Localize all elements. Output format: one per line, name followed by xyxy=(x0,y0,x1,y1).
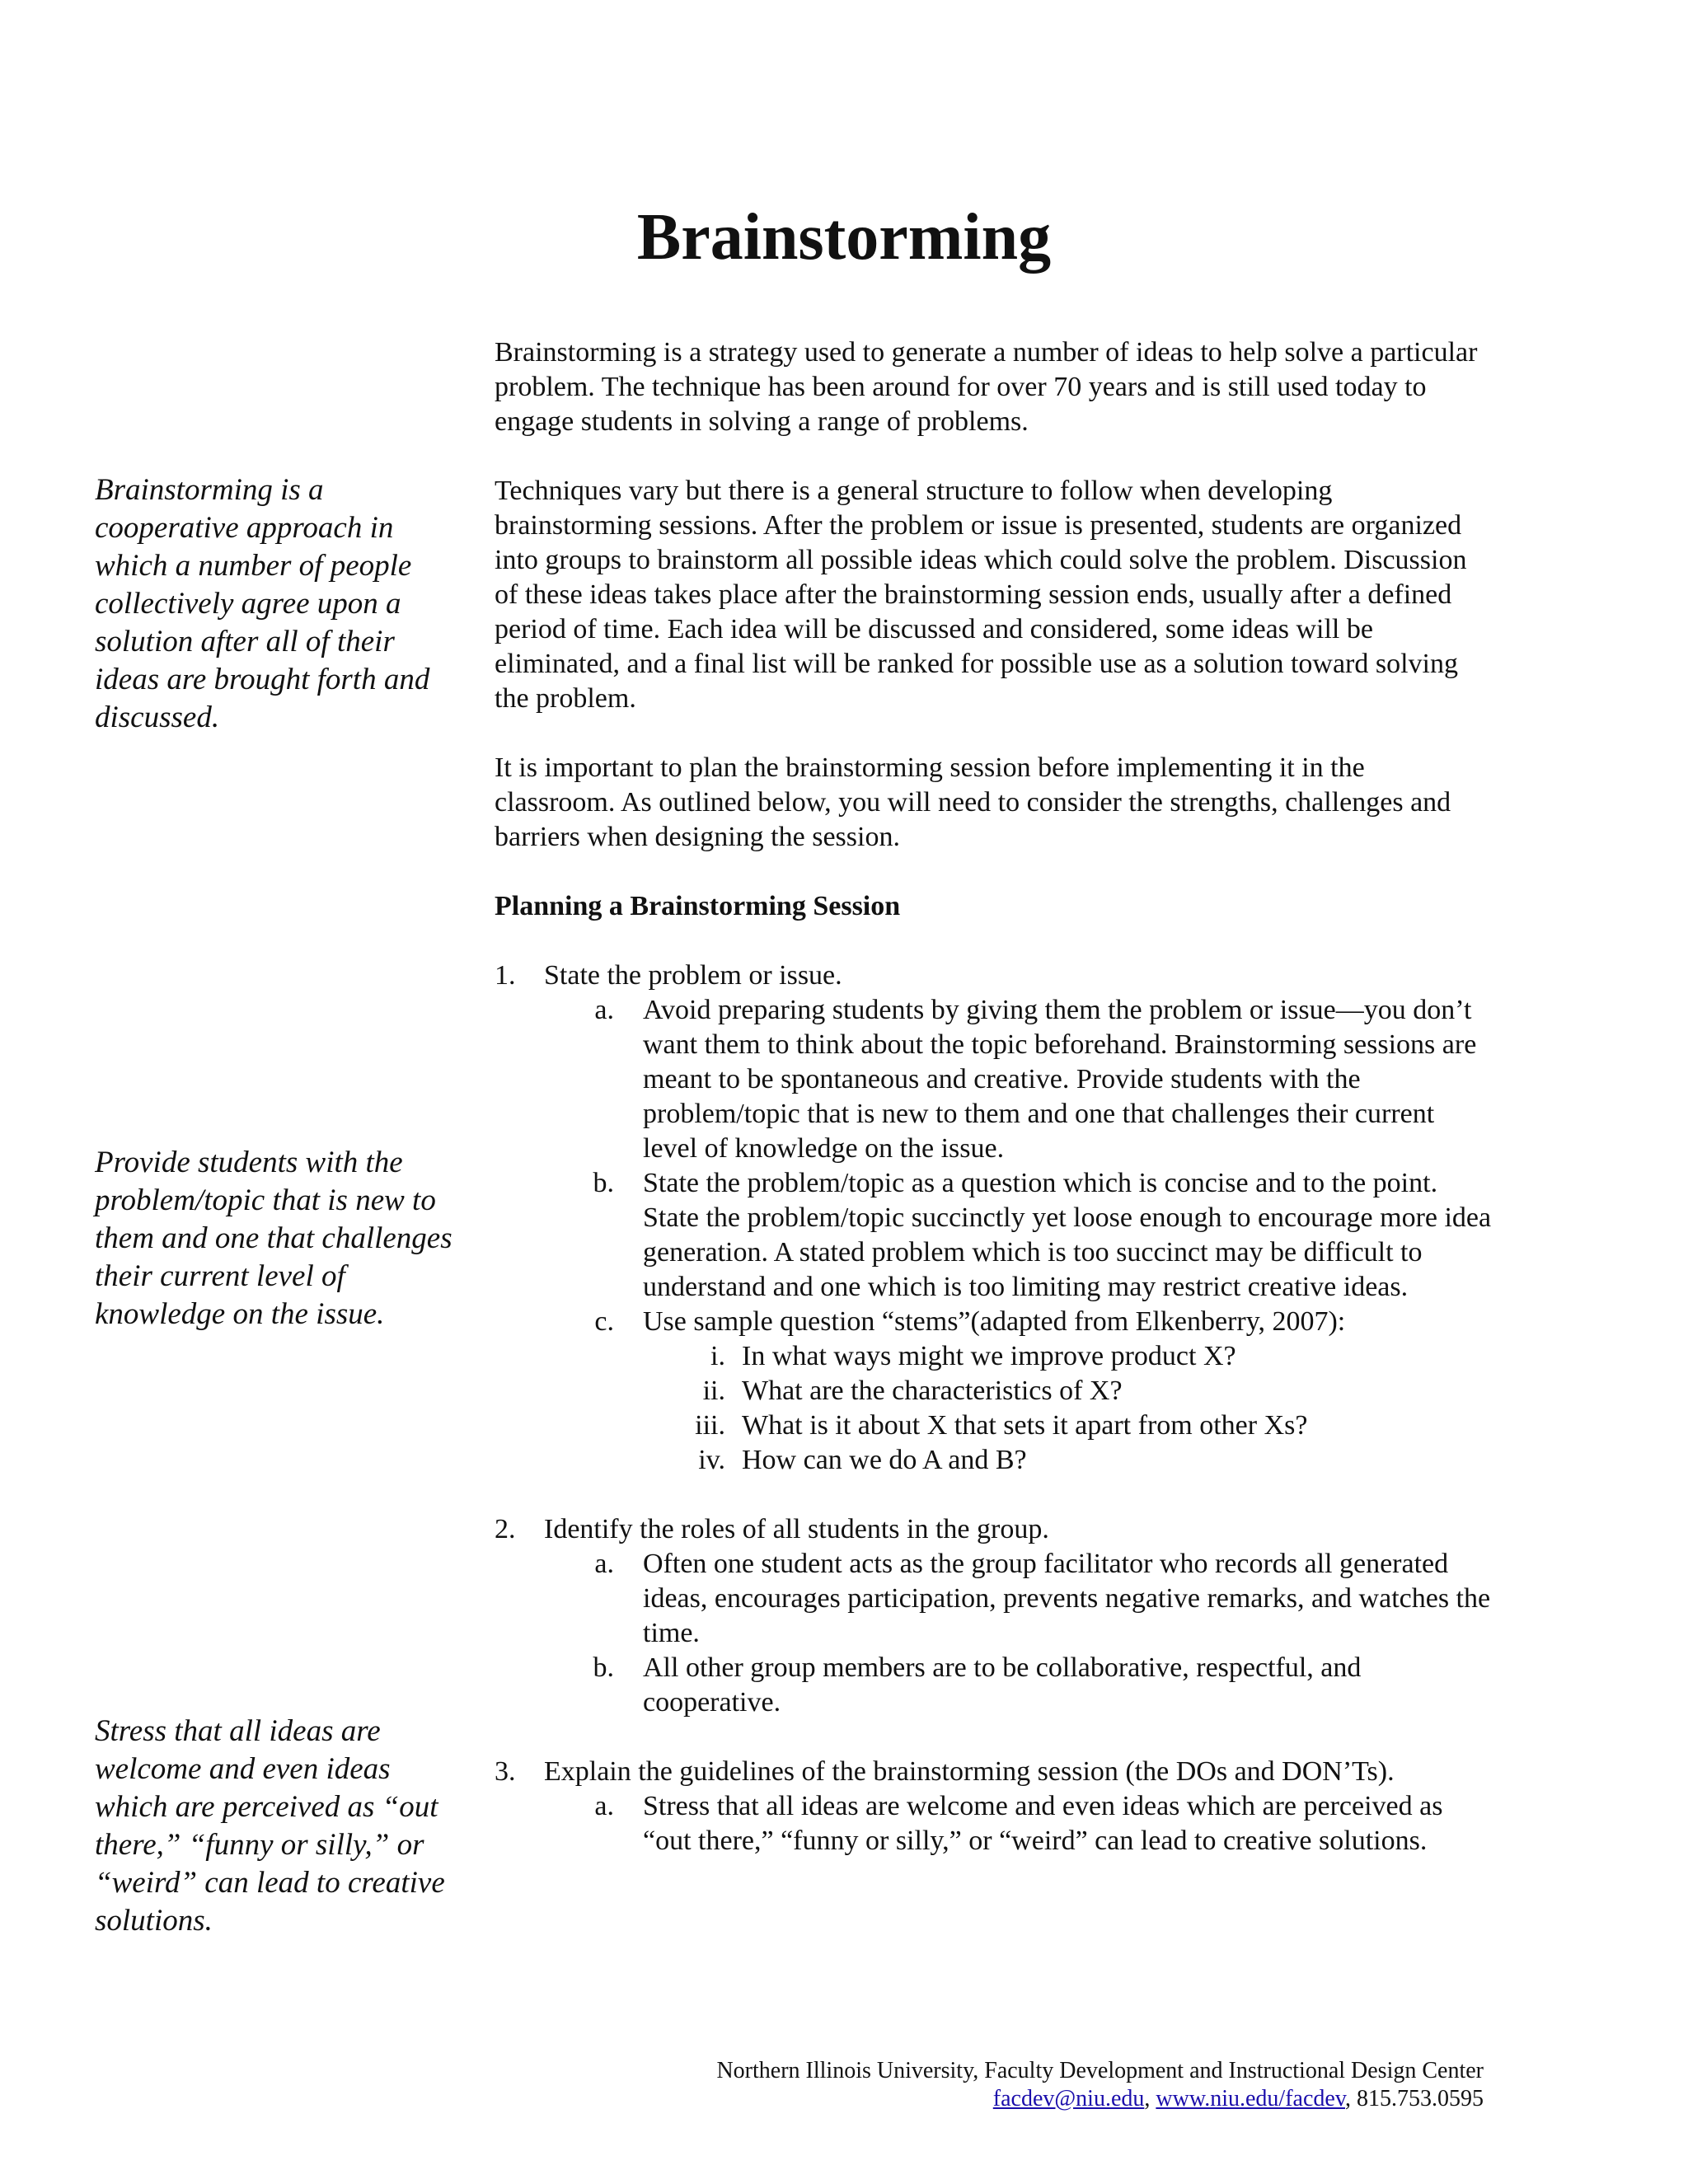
main-content xyxy=(495,335,1492,1858)
sub-item-label: a. xyxy=(594,995,614,1025)
sub-item-label: a. xyxy=(594,1791,614,1821)
sub-item-text: State the problem/topic as a question which is concise and to the point. State the problem/topic succinctly yet loose enough to encourage more idea generation. A stated problem which is too succinct may be difficult to understand and one which is too limiting may restrict creative ideas. xyxy=(643,1168,1492,1302)
roman-item xyxy=(495,1374,1492,1408)
footer-institution: Northern Illinois University, Faculty Development and Instructional Design Center xyxy=(716,2058,1484,2083)
step-number: 3. xyxy=(495,1756,516,1787)
roman-item-label: iv. xyxy=(698,1445,725,1475)
step-text: Explain the guidelines of the brainstorming session (the DOs and DON’Ts). xyxy=(544,1756,1395,1787)
roman-item xyxy=(495,1339,1492,1374)
roman-item-text: How can we do A and B? xyxy=(742,1445,1027,1475)
footer-contact xyxy=(716,2085,1484,2113)
step-3 xyxy=(495,1755,1492,1789)
step-number: 2. xyxy=(495,1514,516,1544)
step-number: 1. xyxy=(495,960,516,991)
sub-item-label: b. xyxy=(593,1652,614,1683)
sub-item-text: Often one student acts as the group facilitator who records all generated ideas, encourages participation, prevents negative remarks, and watches the time. xyxy=(643,1549,1491,1648)
sub-item-text: All other group members are to be collaborative, respectful, and cooperative. xyxy=(643,1652,1362,1718)
sub-item xyxy=(495,1166,1492,1305)
intro-paragraph-2: Techniques vary but there is a general structure to follow when developing brainstorming sessions. After the problem or issue is presented, students are organized into groups to brainstorm all possible ideas which could solve the problem. Discussion of these ideas takes place after the brainstorming session ends, usually after a defined period of time. Each idea will be discussed and considered, some ideas will be eliminated, and a final list will be ranked for possible use as a solution toward solving the problem. xyxy=(495,476,1467,714)
sub-item xyxy=(495,1547,1492,1651)
sub-item-text: Use sample question “stems”(adapted from Elkenberry, 2007): xyxy=(643,1306,1346,1337)
sub-item xyxy=(495,1789,1492,1858)
roman-item-text: What is it about X that sets it apart from other Xs? xyxy=(742,1410,1308,1441)
sidebar-note-1: Brainstorming is a cooperative approach in which a number of people collectively agree upon a solution after all of their ideas are brought forth and discussed. xyxy=(95,473,430,734)
roman-item-label: iii. xyxy=(695,1410,725,1441)
page-title: Brainstorming xyxy=(636,201,1052,274)
page-footer xyxy=(716,2057,1484,2113)
intro-paragraph-1: Brainstorming is a strategy used to generate a number of ideas to help solve a particular problem. The technique has been around for over 70 years and is still used today to engage students in solving a range of problems. xyxy=(495,337,1478,437)
sub-item-text: Avoid preparing students by giving them the problem or issue—you don’t want them to think about the topic beforehand. Brainstorming sessions are meant to be spontaneous and creative. Provide students with the problem/topic that is new to them and one that challenges their current level of knowledge on the issue. xyxy=(643,995,1477,1164)
roman-item-text: In what ways might we improve product X? xyxy=(742,1341,1236,1371)
sub-item xyxy=(495,993,1492,1166)
sidebar-note-2: Provide students with the problem/topic that is new to them and one that challenges their current level of knowledge on the issue. xyxy=(95,1146,452,1331)
footer-separator: , xyxy=(1144,2086,1156,2111)
section-heading: Planning a Brainstorming Session xyxy=(495,891,901,921)
footer-phone: , 815.753.0595 xyxy=(1345,2086,1484,2111)
roman-item xyxy=(495,1408,1492,1443)
step-text: State the problem or issue. xyxy=(544,960,842,991)
step-text: Identify the roles of all students in the group. xyxy=(544,1514,1049,1544)
intro-paragraph-3: It is important to plan the brainstorming session before implementing it in the classroom. As outlined below, you will need to consider the strengths, challenges and barriers when designing the session. xyxy=(495,752,1451,852)
roman-item-text: What are the characteristics of X? xyxy=(742,1376,1123,1406)
sub-item-text: Stress that all ideas are welcome and even ideas which are perceived as “out there,” “funny or silly,” or “weird” can lead to creative solutions. xyxy=(643,1791,1443,1856)
sub-item xyxy=(495,1651,1492,1720)
sub-item-label: b. xyxy=(593,1168,614,1198)
footer-website-link[interactable]: www.niu.edu/facdev xyxy=(1156,2086,1345,2111)
roman-item-label: i. xyxy=(710,1341,725,1371)
roman-item xyxy=(495,1443,1492,1478)
sidebar-note-3: Stress that all ideas are welcome and even ideas which are perceived as “out there,” “funny or silly,” or “weird” can lead to creative solutions. xyxy=(95,1714,445,1938)
footer-email-link[interactable]: facdev@niu.edu xyxy=(992,2086,1145,2111)
step-2 xyxy=(495,1512,1492,1547)
roman-item-label: ii. xyxy=(702,1376,725,1406)
step-1 xyxy=(495,958,1492,993)
sub-item xyxy=(495,1305,1492,1339)
sub-item-label: c. xyxy=(594,1306,614,1337)
sub-item-label: a. xyxy=(594,1549,614,1579)
